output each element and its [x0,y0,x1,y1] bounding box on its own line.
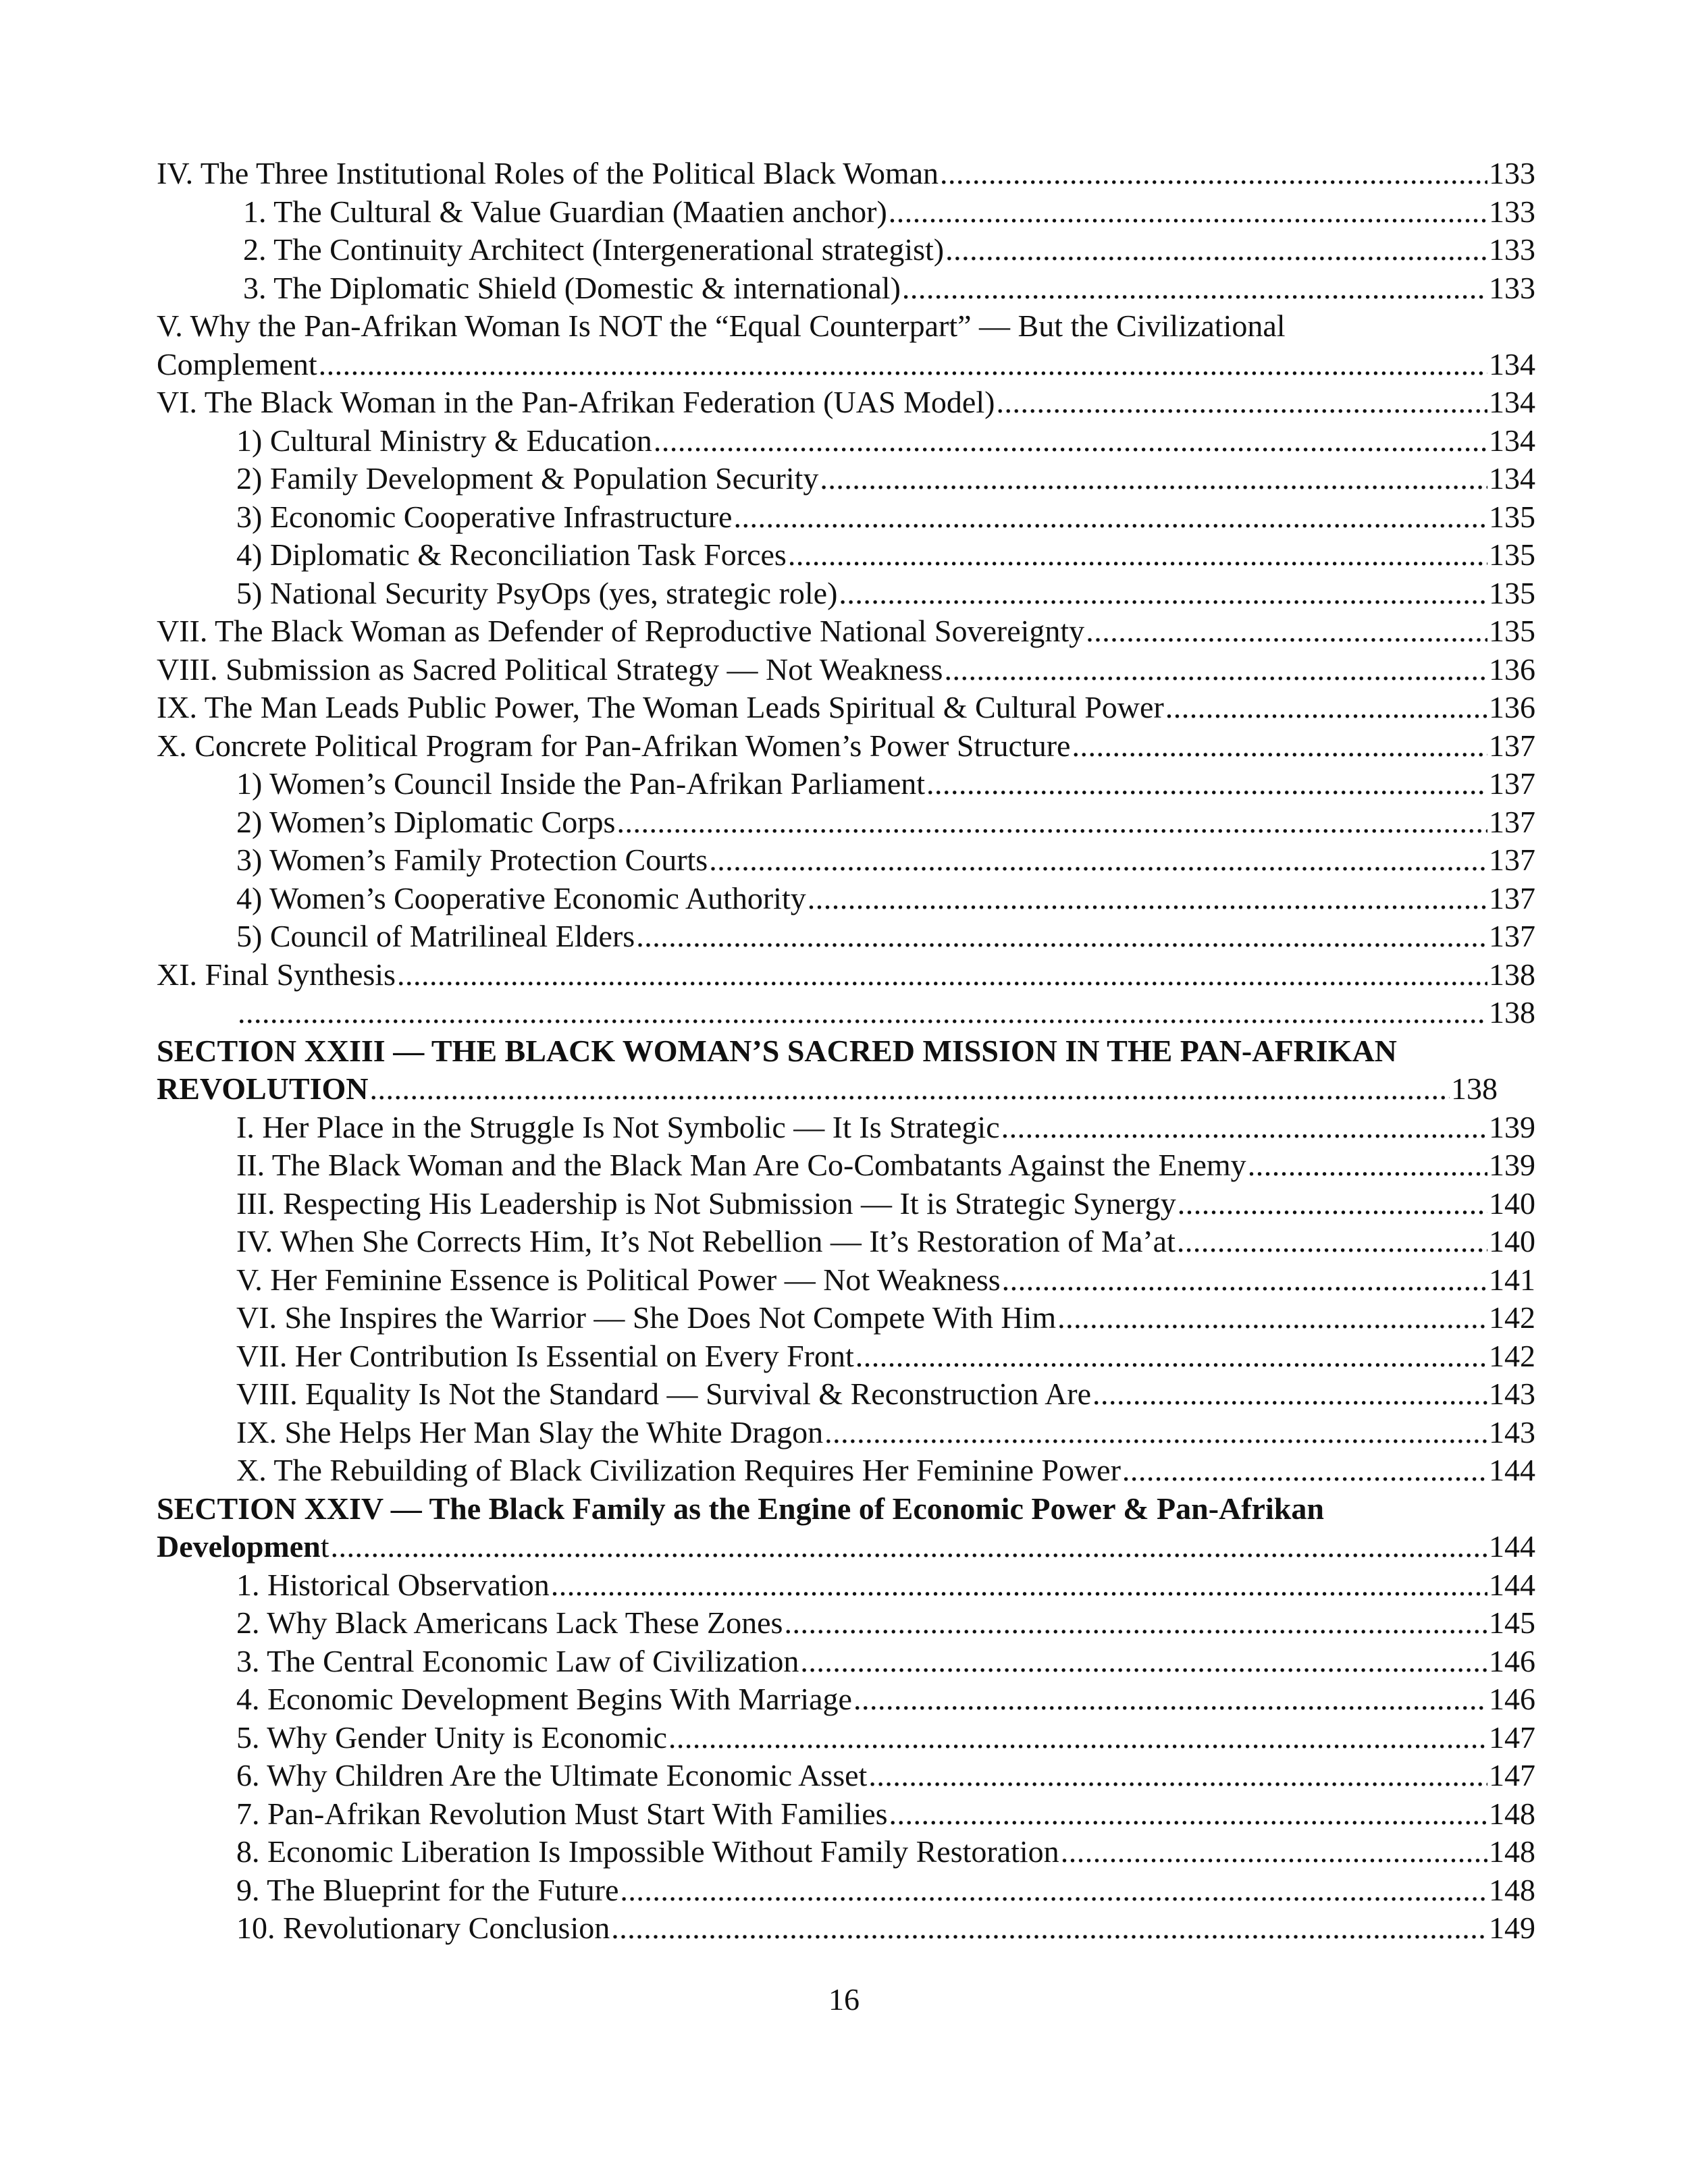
toc-entry-title: 9. The Blueprint for the Future [236,1872,619,1907]
toc-entry-page: 134 [1489,385,1535,419]
toc-entry[interactable] [157,269,1535,308]
dot-leader [1001,1109,1487,1147]
toc-entry[interactable] [157,536,1535,575]
dot-leader [654,422,1487,460]
dot-leader [1092,1375,1487,1414]
toc-section-title-line2: Developmen [157,1529,321,1564]
dot-leader [1178,1185,1487,1223]
toc-entry[interactable] [157,612,1535,651]
toc-entry-title: 3) Economic Cooperative Infrastructure [236,499,733,534]
toc-entry-title: V. Her Feminine Essence is Political Power — Not Weakness [236,1262,1001,1297]
toc-entry[interactable] [157,1757,1535,1795]
toc-entry-title: VII. Her Contribution Is Essential on Every Front [236,1338,854,1373]
toc-entry-page: 134 [1489,423,1535,458]
toc-entry-title: IV. When She Corrects Him, It’s Not Rebellion — It’s Restoration of Ma’at [236,1224,1176,1258]
toc-section-title-line1: SECTION XXIII — THE BLACK WOMAN’S SACRED MISSION IN THE PAN-AFRIKAN [157,1033,1397,1068]
toc-entry-title: I. Her Place in the Struggle Is Not Symbolic — It Is Strategic [236,1109,1000,1144]
toc-entry-page: 137 [1489,766,1535,801]
toc-entry-page: 144 [1489,1529,1535,1564]
toc-section-title-tail: t [320,1529,329,1564]
toc-entry-title: 2. Why Black Americans Lack These Zones [236,1605,783,1640]
dot-leader [800,1643,1487,1681]
toc-entry-title: 1. The Cultural & Value Guardian (Maatien anchor) [243,194,887,229]
toc-entry[interactable] [157,841,1535,880]
toc-entry[interactable] [157,1375,1535,1414]
dot-leader [636,917,1487,956]
toc-entry-title: 3) Women’s Family Protection Courts [236,843,708,877]
toc-entry-page: 137 [1489,843,1535,877]
toc-entry[interactable] [157,1604,1535,1643]
toc-entry[interactable] [157,460,1535,498]
toc-entry-page: 134 [1489,461,1535,496]
dot-leader [1002,1261,1487,1300]
toc-entry-page: 139 [1489,1109,1535,1144]
dot-leader [1072,727,1487,766]
dot-leader [369,1070,1450,1109]
dot-leader [1057,1299,1487,1337]
toc-entry-title: VII. The Black Woman as Defender of Reproductive National Sovereignty [157,614,1085,648]
toc-entry-page: 138 [1489,995,1535,1030]
toc-entry-page: 133 [1489,156,1535,190]
dot-leader [889,193,1487,232]
toc-entry-title: X. The Rebuilding of Black Civilization Requires Her Feminine Power [236,1453,1121,1487]
toc-entry-page: 148 [1489,1834,1535,1869]
toc-entry-page: 133 [1489,194,1535,229]
toc-entry-title: 3. The Diplomatic Shield (Domestic & international) [243,270,901,305]
dot-leader [319,346,1487,384]
toc-entry[interactable] [157,1414,1535,1452]
toc-entry[interactable] [157,1223,1535,1261]
dot-leader [620,1871,1487,1910]
toc-entry[interactable] [157,307,1535,383]
toc-entry-title: 3. The Central Economic Law of Civilization [236,1643,799,1678]
toc-entry[interactable] [157,1566,1535,1605]
toc-entry-page: 148 [1489,1796,1535,1831]
toc-entry-page: 134 [1489,346,1535,381]
toc-entry-page: 133 [1489,270,1535,305]
toc-entry-page: 149 [1489,1911,1535,1945]
toc-entry-title: 7. Pan-Afrikan Revolution Must Start With Families [236,1796,888,1831]
dot-leader [733,498,1487,537]
dot-leader [1086,612,1487,651]
toc-entry-page: 135 [1489,537,1535,572]
dot-leader [1248,1146,1487,1185]
toc-entry[interactable] [157,727,1535,766]
toc-entry-page: 133 [1489,232,1535,267]
toc-entry-page: 138 [1451,1071,1498,1106]
toc-entry[interactable] [157,1795,1535,1834]
toc-entry-title: 2. The Continuity Architect (Intergenerational strategist) [243,232,945,267]
toc-entry-title: 8. Economic Liberation Is Impossible Without Family Restoration [236,1834,1059,1869]
toc-entry-page: 135 [1489,614,1535,648]
toc-entry-page: 137 [1489,880,1535,915]
toc-entry-page: 142 [1489,1338,1535,1373]
dot-leader [238,994,1487,1032]
toc-entry-page: 144 [1489,1567,1535,1602]
dot-leader [855,1337,1487,1376]
toc-entry-page: 146 [1489,1643,1535,1678]
dot-leader [1122,1451,1487,1490]
dot-leader [784,1604,1487,1643]
toc-entry-title: II. The Black Woman and the Black Man Are Co-Combatants Against the Enemy [236,1148,1246,1182]
dot-leader [853,1680,1487,1719]
toc-entry[interactable] [157,651,1535,689]
dot-leader [788,536,1487,575]
toc-entry[interactable] [157,880,1535,918]
toc-entry-title: IX. The Man Leads Public Power, The Woman Leads Spiritual & Cultural Power [157,690,1164,724]
dot-leader [839,575,1487,613]
toc-entry[interactable] [157,1299,1535,1337]
dot-leader [945,231,1487,269]
toc-entry[interactable] [157,1909,1535,1948]
toc-section-entry[interactable] [157,1032,1535,1109]
toc-entry-title: 2) Family Development & Population Security [236,461,819,496]
toc-section-entry[interactable] [157,1490,1535,1566]
toc-entry[interactable] [157,1451,1535,1490]
toc-entry-title-line2: Complement [157,346,317,381]
toc-entry-title: 4. Economic Development Begins With Marriage [236,1682,852,1716]
toc-entry-title: VI. The Black Woman in the Pan-Afrikan Federation (UAS Model) [157,385,995,419]
toc-section-title-line2: REVOLUTION [157,1071,369,1106]
toc-entry-page: 141 [1489,1262,1535,1297]
toc-entry[interactable] [157,231,1535,269]
toc-entry-page: 145 [1489,1605,1535,1640]
toc-entry[interactable] [157,155,1535,193]
dot-leader [996,383,1487,422]
toc-entry[interactable] [157,956,1535,994]
toc-entry-page: 146 [1489,1682,1535,1716]
toc-entry[interactable] [157,1833,1535,1871]
toc-entry-title: IV. The Three Institutional Roles of the Political Black Woman [157,156,939,190]
toc-entry[interactable] [157,498,1535,537]
toc-entry-page: 137 [1489,804,1535,839]
toc-entry-page: 136 [1489,651,1535,687]
toc-entry-title: VI. She Inspires the Warrior — She Does Not Compete With Him [236,1300,1057,1335]
toc-entry-page: 136 [1489,690,1535,724]
toc-entry[interactable] [157,1109,1535,1147]
page-number: 16 [828,1982,860,2017]
dot-leader [668,1719,1487,1757]
toc-entry[interactable] [157,765,1535,803]
dot-leader [709,841,1487,880]
toc-entry[interactable] [157,422,1535,460]
toc-entry-page: 140 [1489,1224,1535,1258]
toc-entry-title: 6. Why Children Are the Ultimate Economic Asset [236,1758,868,1792]
toc-entry-page: 148 [1489,1872,1535,1907]
dot-leader [902,269,1487,308]
toc-entry-title: 1) Women’s Council Inside the Pan-Afrikan Parliament [236,766,926,801]
toc-entry[interactable] [157,994,1535,1032]
toc-entry-title: 4) Diplomatic & Reconciliation Task Forces [236,537,787,572]
dot-leader [1061,1833,1487,1871]
toc-entry[interactable] [157,1146,1535,1185]
toc-entry-title: XI. Final Synthesis [157,957,396,992]
toc-entry-title: VIII. Submission as Sacred Political Strategy — Not Weakness [157,651,943,687]
toc-entry[interactable] [157,917,1535,956]
toc-entry[interactable] [157,383,1535,422]
toc-entry-page: 137 [1489,919,1535,953]
toc-entry[interactable] [157,1719,1535,1757]
toc-entry[interactable] [157,575,1535,613]
dot-leader [944,651,1487,689]
toc-entry-page: 147 [1489,1720,1535,1755]
toc-entry-title: 2) Women’s Diplomatic Corps [236,804,616,839]
toc-entry-page: 139 [1489,1148,1535,1182]
toc-entry-title: 4) Women’s Cooperative Economic Authority [236,880,806,915]
dot-leader [397,956,1487,994]
toc-entry-page: 142 [1489,1300,1535,1335]
toc-entry-title: 1) Cultural Ministry & Education [236,423,652,458]
table-of-contents [157,155,1535,1948]
toc-entry-page: 143 [1489,1414,1535,1449]
toc-entry-title: IX. She Helps Her Man Slay the White Dragon [236,1414,824,1449]
dot-leader [551,1566,1487,1605]
toc-entry-title: X. Concrete Political Program for Pan-Afrikan Women’s Power Structure [157,728,1071,763]
toc-entry[interactable] [157,803,1535,842]
toc-entry-title: 5) National Security PsyOps (yes, strategic role) [236,575,838,610]
toc-entry-title: 5. Why Gender Unity is Economic [236,1720,667,1755]
dot-leader [1165,689,1487,727]
toc-entry[interactable] [157,689,1535,727]
toc-entry-page: 143 [1489,1377,1535,1411]
dot-leader [331,1528,1487,1566]
dot-leader [616,803,1487,842]
toc-entry[interactable] [157,1871,1535,1910]
toc-entry-title: 10. Revolutionary Conclusion [236,1911,610,1945]
dot-leader [889,1795,1487,1834]
toc-entry-title: 5) Council of Matrilineal Elders [236,919,635,953]
toc-entry[interactable] [157,1337,1535,1376]
dot-leader [1177,1223,1487,1261]
toc-entry-page: 138 [1489,957,1535,992]
toc-entry[interactable] [157,193,1535,232]
dot-leader [926,765,1487,803]
toc-entry-page: 137 [1489,728,1535,763]
dot-leader [808,880,1487,918]
toc-entry[interactable] [157,1680,1535,1719]
dot-leader [820,460,1487,498]
dot-leader [940,155,1487,193]
dot-leader [868,1757,1487,1795]
toc-entry[interactable] [157,1643,1535,1681]
toc-entry-page: 135 [1489,575,1535,610]
toc-section-title-line1: SECTION XXIV — The Black Family as the Engine of Economic Power & Pan-Afrikan [157,1491,1324,1526]
toc-entry-page: 140 [1489,1186,1535,1221]
dot-leader [611,1909,1487,1948]
toc-entry-title: VIII. Equality Is Not the Standard — Survival & Reconstruction Are [236,1377,1092,1411]
toc-entry-page: 135 [1489,499,1535,534]
toc-entry[interactable] [157,1185,1535,1223]
dot-leader [824,1414,1487,1452]
toc-entry[interactable] [157,1261,1535,1300]
toc-entry-title: 1. Historical Observation [236,1567,550,1602]
toc-entry-page: 144 [1489,1453,1535,1487]
toc-entry-title-line1: V. Why the Pan-Afrikan Woman Is NOT the “Equal Counterpart” — But the Civilizational [157,309,1286,343]
toc-entry-title: III. Respecting His Leadership is Not Submission — It is Strategic Synergy [236,1186,1176,1221]
toc-entry-page: 147 [1489,1758,1535,1792]
